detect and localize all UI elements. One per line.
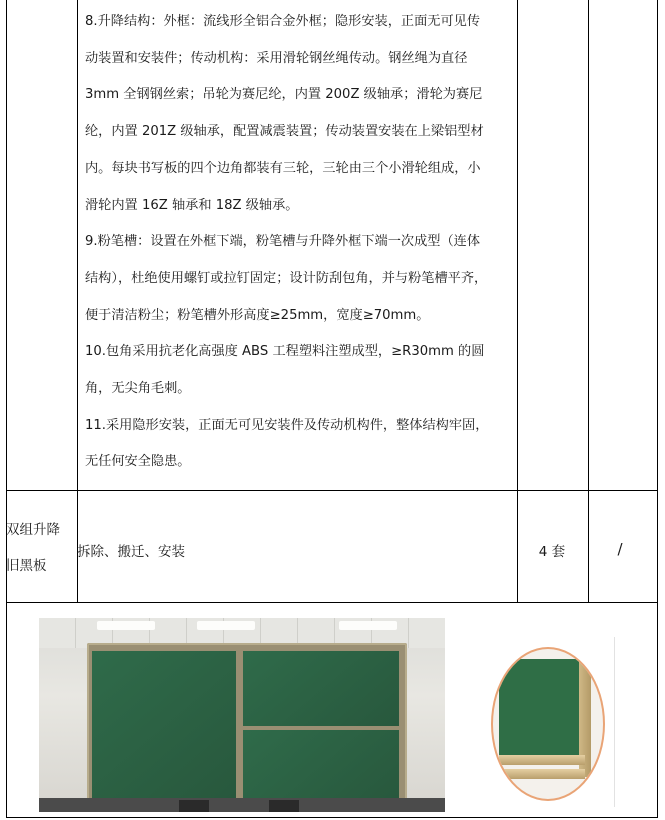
chair (269, 800, 299, 812)
spec-line: 3mm 全钢钢丝索；吊轮为赛尼纶，内置 200Z 级轴承；滑轮为赛尼 (85, 87, 483, 103)
spec-line: 动装置和安装件；传动机构：采用滑轮钢丝绳传动。钢丝绳为直径 (85, 50, 468, 66)
ceiling-light (339, 621, 397, 630)
board-panel (243, 730, 399, 799)
board-panel (499, 659, 579, 757)
col-divider (517, 0, 518, 603)
spec-line: 滑轮内置 16Z 轴承和 18Z 级轴承。 (85, 197, 299, 213)
item-quantity: 4 套 (538, 544, 566, 560)
spec-text (85, 4, 515, 481)
spec-line: 角，无尖角毛刺。 (85, 381, 191, 397)
divider (614, 637, 615, 807)
spec-line: 便于清洁粉尘；粉笔槽外形高度≥25mm，宽度≥70mm。 (85, 307, 430, 323)
item-note: / (617, 540, 623, 558)
spec-line: 纶，内置 201Z 级轴承，配置减震装置；传动装置安装在上梁铝型材 (85, 124, 484, 140)
spec-line: 结构），杜绝使用螺钉或拉钉固定；设计防刮包角，并与粉笔槽平齐， (85, 270, 488, 286)
item-name (6, 512, 74, 584)
floor (39, 798, 445, 812)
spec-line: 内。每块书写板的四个边角都装有三轮，三轮由三个小滑轮组成，小 (85, 160, 481, 176)
row-divider (7, 490, 657, 491)
row-divider (7, 602, 657, 603)
blackboard-photo (39, 618, 445, 812)
spec-line: 8.升降结构：外框：流线形全铝合金外框；隐形安装，正面无可见传 (85, 14, 481, 29)
spec-line: 11.采用隐形安装，正面无可见安装件及传动机构件，整体结构牢固， (85, 417, 489, 433)
chair (179, 800, 209, 812)
corner-detail-inset (491, 647, 605, 801)
item-description: 拆除、搬迁、安装 (77, 544, 185, 560)
spec-line: 无任何安全隐患。 (85, 454, 191, 470)
chalk-tray (499, 769, 585, 779)
chalk-tray (499, 755, 585, 765)
item-name-line: 旧黑板 (6, 558, 47, 574)
spec-line: 10.包角采用抗老化高强度 ABS 工程塑料注塑成型，≥R30mm 的圆 (85, 344, 485, 360)
col-divider (77, 0, 78, 603)
board-panel (243, 651, 399, 726)
col-divider (588, 0, 589, 603)
blackboard-frame (87, 643, 407, 810)
ceiling-light (197, 621, 255, 630)
item-name-line: 双组升降 (6, 522, 60, 538)
spec-line: 9.粉笔槽：设置在外框下端，粉笔槽与升降外框下端一次成型（连体 (85, 234, 481, 250)
board-panel (92, 651, 236, 799)
ceiling-light (97, 621, 155, 630)
